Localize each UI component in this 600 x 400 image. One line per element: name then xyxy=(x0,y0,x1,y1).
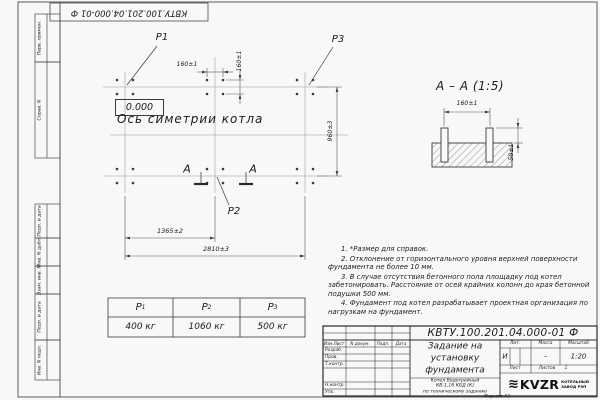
logo-waves-icon: ≋ xyxy=(507,377,519,392)
load-value-p1: 400 кг xyxy=(125,322,156,332)
anchor-stud-left xyxy=(441,128,448,162)
side-label-podp-data-2: Подп. и дата xyxy=(37,301,43,333)
product-line-2: КВ-1,16 КБД (К) xyxy=(435,383,475,389)
scale-label: Масштаб xyxy=(568,340,589,346)
load-table-header-p2 xyxy=(173,298,240,317)
load-header-sub: 3 xyxy=(273,304,278,311)
sign-row-utv: Утв. xyxy=(325,389,335,395)
scale-value: 1:20 xyxy=(570,352,587,360)
note-item: 2. Отклонение от горизонтального уровня верхней поверхности фундамента не более 10 мм. xyxy=(328,254,578,272)
sign-row-razrab: Разраб. xyxy=(325,347,343,353)
rev-header-data: Дата xyxy=(395,340,407,346)
leader-p3 xyxy=(309,47,333,85)
section-dim-160-label: 160±1 xyxy=(456,99,478,107)
load-header-base: P xyxy=(135,302,142,313)
logo-text: KVZR xyxy=(519,377,560,392)
note-item: 1. *Размер для справок. xyxy=(341,245,429,253)
leader-p1 xyxy=(127,46,157,85)
rev-header-podp: Подп. xyxy=(376,340,390,346)
format-note: Формат А3 xyxy=(483,394,511,400)
rev-header-n-dokum: N докум. xyxy=(350,340,370,346)
leader-p2 xyxy=(217,177,229,205)
title-block-designation: КВТУ.100.201.04.000-01 Ф xyxy=(427,326,579,339)
load-header-base: P xyxy=(201,302,208,313)
rev-header-izm-list: Изм.Лист xyxy=(323,340,345,346)
doc-title-line-1: Задание на xyxy=(427,341,483,352)
load-header-sub: 1 xyxy=(141,304,146,311)
load-table-header-p3 xyxy=(240,298,305,317)
point-label-p3: P3 xyxy=(331,34,345,45)
top-stamp-designation: КВТУ.100.201.04.000-01 Ф xyxy=(70,7,188,18)
side-label-vzam-inv: Взам. инв. N xyxy=(37,265,43,295)
company-line-2: ЗАВОД РЭП xyxy=(561,383,587,389)
side-label-perv-primen: Перв. примен. xyxy=(37,20,43,56)
section-view-title: А – А (1:5) xyxy=(435,79,505,93)
dim-160-side-label: 160±1 xyxy=(235,50,243,72)
dim-2810-label: 2810±3 xyxy=(202,244,230,253)
section-mark-letter-right: А xyxy=(249,162,257,176)
point-label-p2: P2 xyxy=(227,206,241,217)
note-item: 3. В случае отсутствия бетонного пола площадку под котел забетонировать. Расстояние от осей крайних колонн до края бетонной подушки 500 мм. xyxy=(328,272,590,298)
doc-title-line-3: фундамента xyxy=(425,365,485,376)
mass-value: - xyxy=(544,352,547,360)
doc-title-line-2: установку xyxy=(430,353,480,364)
sheets-label: Листов xyxy=(538,365,556,371)
load-table-header-p1 xyxy=(108,298,173,317)
dim-960-label: 960±3 xyxy=(326,120,334,142)
load-header-sub: 2 xyxy=(207,304,212,311)
mass-label: Масса xyxy=(538,340,553,346)
sign-row-tkontr: Т.контр. xyxy=(325,361,345,367)
side-label-podp-data-1: Подп. и дата xyxy=(37,205,43,237)
company-line-1: КОТЕЛЬНЫЙ xyxy=(561,378,589,384)
axis-of-symmetry-label: Ось симетрии котла xyxy=(117,112,264,126)
product-line-3: по техническому заданию xyxy=(423,389,487,395)
sign-row-nkontr: Н.контр. xyxy=(325,382,345,388)
notes xyxy=(328,245,596,318)
sheets-value: 1 xyxy=(564,365,568,371)
side-label-sprav-n: Справ. N xyxy=(37,99,43,121)
sign-row-prov: Пров. xyxy=(325,354,338,360)
lit-value: И xyxy=(502,352,508,360)
side-label-inv-dubl: Инв. N дубл. xyxy=(37,236,43,268)
company-name xyxy=(561,380,589,389)
product-line-1: Котел Водогрейный xyxy=(430,378,480,384)
section-dim-50-label: 50±1 xyxy=(507,143,515,161)
elevation-value: 0.000 xyxy=(125,102,154,113)
note-item: 4. Фундамент под котел разрабатывает проектная организация по нагрузкам на фундамент. xyxy=(328,299,588,316)
dim-160-top-label: 160±1 xyxy=(176,60,198,68)
lit-label: Лит. xyxy=(509,340,521,346)
point-label-p1: P1 xyxy=(155,32,169,43)
load-value-p3: 500 кг xyxy=(257,322,288,332)
dim-1365-label: 1365±2 xyxy=(156,226,184,235)
company-logo xyxy=(502,374,595,395)
side-label-inv-podl: Инв. N подл. xyxy=(37,344,43,376)
load-value-p2: 1060 кг xyxy=(188,322,225,332)
sheet-label: Лист xyxy=(509,365,521,371)
section-mark-letter-left: А xyxy=(183,162,191,176)
anchor-stud-right xyxy=(486,128,493,162)
load-header-base: P xyxy=(267,302,274,313)
